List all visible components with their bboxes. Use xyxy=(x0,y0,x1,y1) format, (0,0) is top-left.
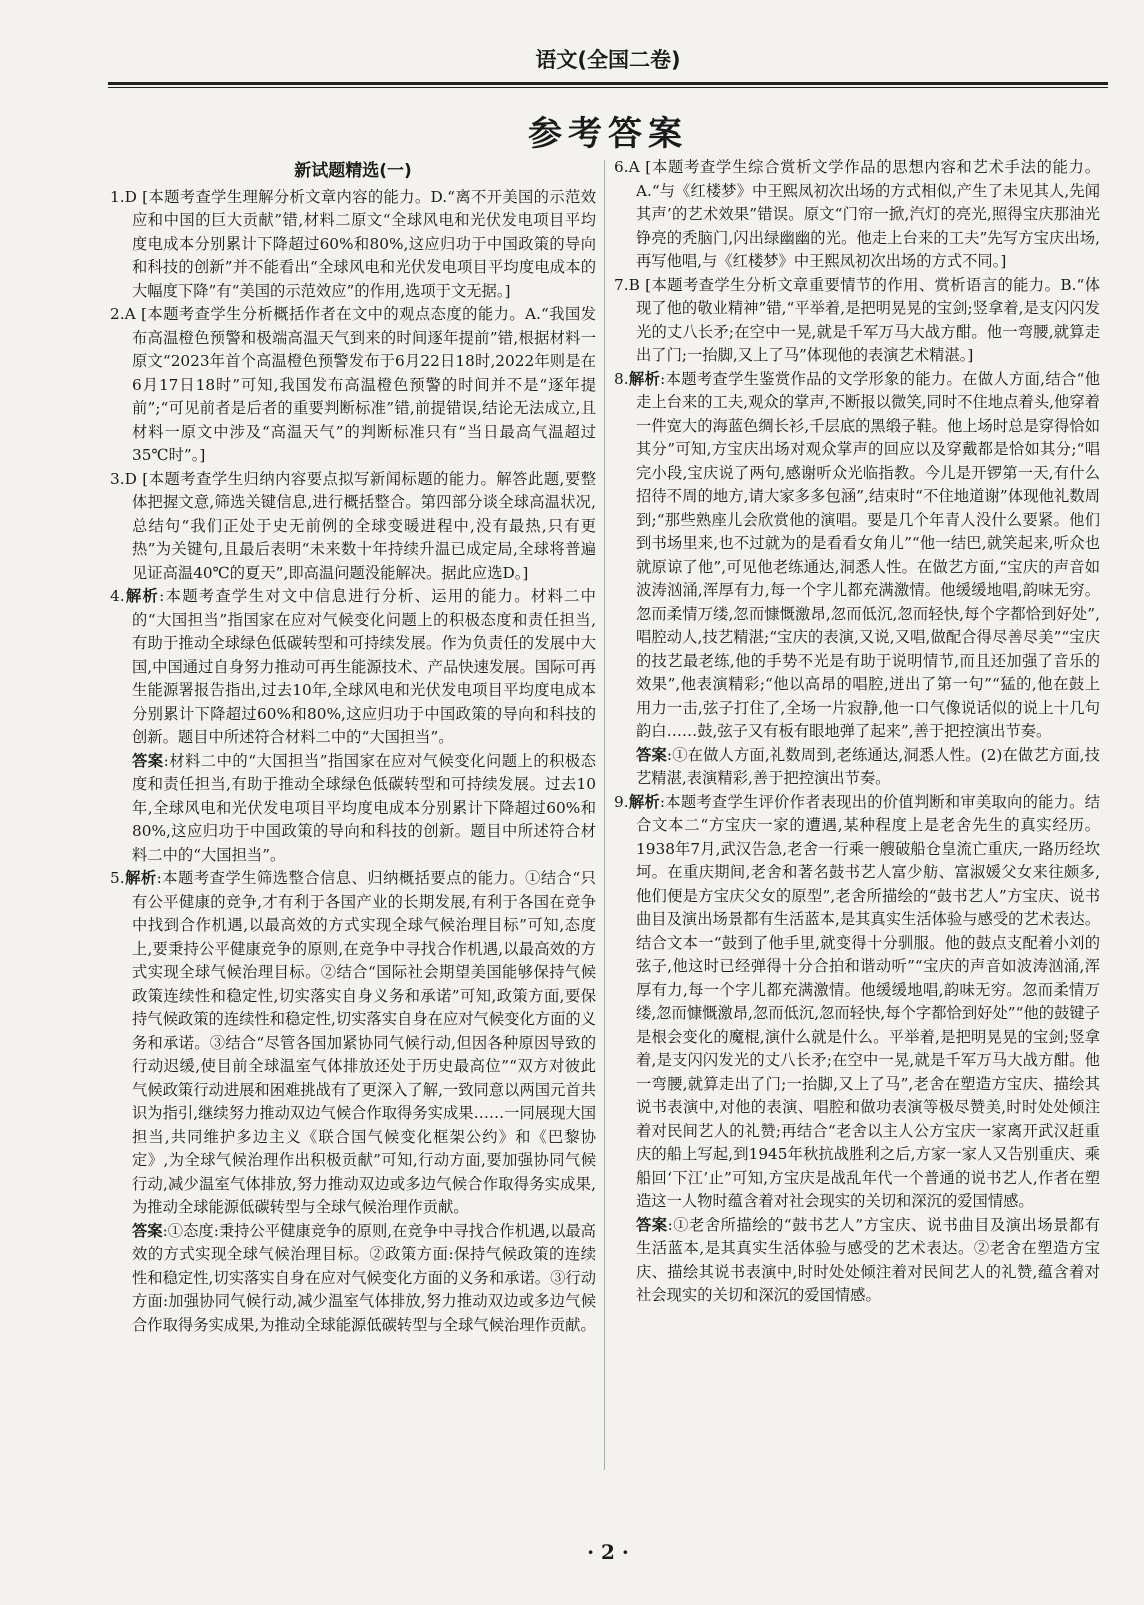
answer-label: 答案 xyxy=(636,1215,668,1234)
item-number: 2. xyxy=(110,305,125,323)
item-text: B [本题考查学生分析文章重要情节的作用、赏析语言的能力。B.“体现了他的敬业精神”错,“平举着,是把明晃晃的宝剑;竖拿着,是支闪闪发光的丈八长矛;在空中一晃,就是千军万马大战方酣。他一弯腰,就算走出了门;一抬脚,又上了马”体现他的表演艺术精湛。] xyxy=(628,275,1100,364)
answer-item-4 xyxy=(110,585,596,750)
left-column xyxy=(110,160,596,1337)
answer-8 xyxy=(614,744,1100,791)
item-text: D [本题考查学生归纳内容要点拟写新闻标题的能力。解答此题,要整体把握文意,筛选关键信息,进行概括整合。第四部分谈全球高温状况,总结句“我们正处于史无前例的全球变暖进程中,没有最热,只有更热”为关键句,且最后表明“未来数十年持续升温已成定局,全球将普遍见证高温40℃的夏天”,即高温问题没能解决。据此应选D。] xyxy=(124,469,596,582)
analysis-label: 解析 xyxy=(628,369,661,388)
item-number: 9. xyxy=(614,792,629,811)
item-text: A [本题考查学生分析概括作者在文中的观点态度的能力。A.“我国发布高温橙色预警和极端高温天气到来的时间逐年提前”错,根据材料一原文“2023年首个高温橙色预警发布于6月22日18时,2022年则是在6月17日18时”可知,我国发布高温橙色预警的时间并不是“逐年提前”;“可见前者是后者的重要判断标准”错,前提错误,结论无法成立,且材料一原文中涉及“高温天气”的判断标准只有“当日最高气温超过35℃时”。] xyxy=(124,305,596,464)
answer-text: :①老舍所描绘的“鼓书艺人”方宝庆、说书曲目及演出场景都有生活蓝本,是其真实生活体验与感受的艺术表达。②老舍在塑造方宝庆、描绘其说书表演中,时时处处倾注着对民间艺人的礼赞,蕴含着对社会现实的关切和深沉的爱国情感。 xyxy=(636,1215,1100,1304)
item-text: :本题考查学生评价作者表现出的价值判断和审美取向的能力。结合文本二“方宝庆一家的遭遇,某种程度上是老舍先生的真实经历。1938年7月,武汉告急,老舍一行乘一艘破船仓皇流亡重庆,一路历经坎坷。在重庆期间,老舍和著名鼓书艺人富少舫、富淑媛父女来往颇多,他们便是方宝庆父女的原型”,老舍所描绘的“鼓书艺人”方宝庆、说书曲目及演出场景都有生活蓝本,是其真实生活体验与感受的艺术表达。结合文本一“鼓到了他手里,就变得十分驯服。他的鼓点支配着小刘的弦子,他这时已经弹得十分合拍和谐动听”“宝庆的声音如波涛汹涌,浑厚有力,每一个字儿都充满激情。他缓缓地唱,韵味无穷。忽而柔情万缕,忽而慷慨激昂,忽而低沉,忽而轻快,每个字都恰到好处”“他的鼓键子是根会变化的魔棍,演什么就是什么。平举着,是把明晃晃的宝剑;竖拿着,是支闪闪发光的丈八长矛;在空中一晃,就是千军万马大战方酣。他一弯腰,就算走出了门;一抬脚,又上了马”,老舍在塑造方宝庆、描绘其说书表演中,对他的表演、唱腔和做功表演等极尽赞美,时时处处倾注着对民间艺人的礼赞;再结合“老舍以主人公方宝庆一家离开武汉赶重庆的船上写起,到1945年秋抗战胜利之后,方家一家人又告别重庆、乘船回‘下江’止”可知,方宝庆是战乱年代一个普通的说书艺人,作者在塑造这一人物时蕴含着对社会现实的关切和深沉的爱国情感。 xyxy=(636,792,1100,1210)
item-number: 6. xyxy=(614,158,629,176)
subject-header: 语文(全国二卷) xyxy=(535,48,681,72)
header-rule-thin xyxy=(108,87,1108,88)
answer-item-1 xyxy=(110,186,596,304)
item-number: 7. xyxy=(614,275,629,294)
answer-5 xyxy=(110,1220,596,1338)
answer-text: :材料二中的“大国担当”指国家在应对气候变化问题上的积极态度和责任担当,有助于推动全球绿色低碳转型和可持续发展。过去10年,全球风电和光伏发电项目平均度电成本分别累计下降超过60%和80%,这应归功于中国政策的导向和科技的创新。题目中所述符合材料二中的“大国担当”。 xyxy=(132,751,596,864)
item-text: :本题考查学生对文中信息进行分析、运用的能力。材料二中的“大国担当”指国家在应对气候变化问题上的积极态度和责任担当,有助于推动全球绿色低碳转型和可持续发展。作为负责任的发展中大国,中国通过自身努力推动可再生能源技术、产品快速发展。国际可再生能源署报告指出,过去10年,全球风电和光伏发电项目平均度电成本分别累计下降超过60%和80%,这应归功于中国政策的导向和科技的创新。题目中所述符合材料二中的“大国担当”。 xyxy=(132,587,596,746)
analysis-label: 解析 xyxy=(628,792,660,811)
answer-item-6 xyxy=(614,156,1100,274)
item-text: D [本题考查学生理解分析文章内容的能力。D.“离不开美国的示范效应和中国的巨大贡献”错,材料二原文“全球风电和光伏发电项目平均度电成本分别累计下降超过60%和80%,这应归功于中国政策的导向和科技的创新”并不能看出“全球风电和光伏发电项目平均度电成本的大幅度下降”有“美国的示范效应”的作用,选项于文无据。] xyxy=(124,187,596,300)
answer-text: :①在做人方面,礼数周到,老练通达,洞悉人性。(2)在做艺方面,技艺精湛,表演精彩,善于把控演出节奏。 xyxy=(636,745,1100,787)
item-text: :本题考查学生鉴赏作品的文学形象的能力。在做人方面,结合“他走上台来的工夫,观众的掌声,不断报以微笑,同时不住地点着头,他穿着一件宽大的海蓝色绸长衫,千层底的黑缎子鞋。他上场时总是穿得恰如其分”可知,方宝庆出场对观众掌声的回应以及穿戴都是恰如其分;“唱完小段,宝庆说了两句,感谢听众光临指教。今儿是开锣第一天,有什么招待不周的地方,请大家多多包涵”,结束时“不住地道谢”体现他礼数周到;“那些熟座儿会欣赏他的演唱。要是几个年青人没什么要紧。他们到书场里来,也不过就为的是看看女角儿”“他一结巴,就笑起来,听众也就原谅了他”,可见他老练通达,洞悉人性。在做艺方面,“宝庆的声音如波涛汹涌,浑厚有力,每一个字儿都充满激情。他缓缓地唱,韵味无穷。忽而柔情万缕,忽而慷慨激昂,忽而低沉,忽而轻快,每个字都恰到好处”,唱腔动人,技艺精湛;“宝庆的表演,又说,又唱,做配合得尽善尽美”“宝庆的技艺最老练,他的手势不光是有助于说明情节,而且还加强了音乐的效果”,他表演精彩;“他以高昂的唱腔,迸出了第一句”“猛的,他在鼓上用力一击,弦子打住了,全场一片寂静,他一口气像说话似的说上十几句韵白……鼓,弦子又有板有眼地弹了起来”,善于把控演出节奏。 xyxy=(636,369,1100,740)
item-number: 8. xyxy=(614,369,629,388)
item-text: :本题考查学生筛选整合信息、归纳概括要点的能力。①结合“只有公平健康的竞争,才有利于各国产业的长期发展,有利于各国在竞争中找到合作机遇,以最高效的方式实现全球气候治理目标”可知,态度上,要秉持公平健康竞争的原则,在竞争中寻找合作机遇,以最高效的方式实现全球气候治理目标。②结合“国际社会期望美国能够保持气候政策连续性和稳定性,切实落实自身义务和承诺”可知,政策方面,要保持气候政策的连续性和稳定性,切实落实自身在应对气候变化方面的义务和承诺。③结合“尽管各国加紧协同气候行动,但因各种原因导致的行动迟缓,使目前全球温室气体排放还处于历史最高位”“双方对彼此气候政策行动进展和困难挑战有了更深入了解,一致同意以两国元首共识为指引,继续努力推动双边气候合作取得务实成果……一同展现大国担当,共同维护多边主义《联合国气候变化框架公约》和《巴黎协定》,为全球气候治理作出积极贡献”可知,行动方面,要加强协同气候行动,减少温室气体排放,努力推动双边或多边气候合作取得务实成果,为推动全球能源低碳转型与全球气候治理作贡献。 xyxy=(132,869,596,1216)
item-number: 4. xyxy=(110,587,125,605)
answer-item-9 xyxy=(614,791,1100,1214)
answer-label: 答案 xyxy=(636,745,667,764)
right-column xyxy=(614,156,1100,1308)
analysis-label: 解析 xyxy=(124,587,160,605)
answer-9 xyxy=(614,1214,1100,1308)
item-text: A [本题考查学生综合赏析文学作品的思想内容和艺术手法的能力。A.“与《红楼梦》中王熙凤初次出场的方式相似,产生了未见其人,先闻其声’的艺术效果”错误。原文“门帘一掀,汽灯的亮光,照得宝庆那油光铮亮的秃脑门,闪出绿幽幽的光。他走上台来的工夫”先写方宝庆出场,再写他唱,与《红楼梦》中王熙凤初次出场的方式不同。] xyxy=(628,158,1100,270)
answer-text: :①态度:秉持公平健康竞争的原则,在竞争中寻找合作机遇,以最高效的方式实现全球气候治理目标。②政策方面:保持气候政策的连续性和稳定性,切实落实自身在应对气候变化方面的义务和承诺。③行动方面:加强协同气候行动,减少温室气体排放,努力推动双边或多边气候合作取得务实成果,为推动全球能源低碳转型与全球气候治理作贡献。 xyxy=(132,1221,596,1334)
answer-item-7 xyxy=(614,274,1100,368)
column-divider xyxy=(604,160,605,1470)
answer-label: 答案 xyxy=(132,1221,163,1240)
analysis-label: 解析 xyxy=(124,869,157,887)
answer-item-8 xyxy=(614,368,1100,744)
answer-item-5 xyxy=(110,867,596,1220)
header-rule xyxy=(108,82,1108,85)
item-number: 3. xyxy=(110,469,125,488)
page-number: · 2 · xyxy=(587,1540,629,1564)
page-title: 参考答案 xyxy=(528,114,688,154)
section-title: 新试题精选(一) xyxy=(294,161,412,181)
answer-label: 答案 xyxy=(132,751,164,770)
answer-4 xyxy=(110,750,596,868)
item-number: 5. xyxy=(110,869,125,887)
item-number: 1. xyxy=(110,187,125,206)
answer-item-3 xyxy=(110,468,596,586)
answer-item-2 xyxy=(110,303,596,468)
